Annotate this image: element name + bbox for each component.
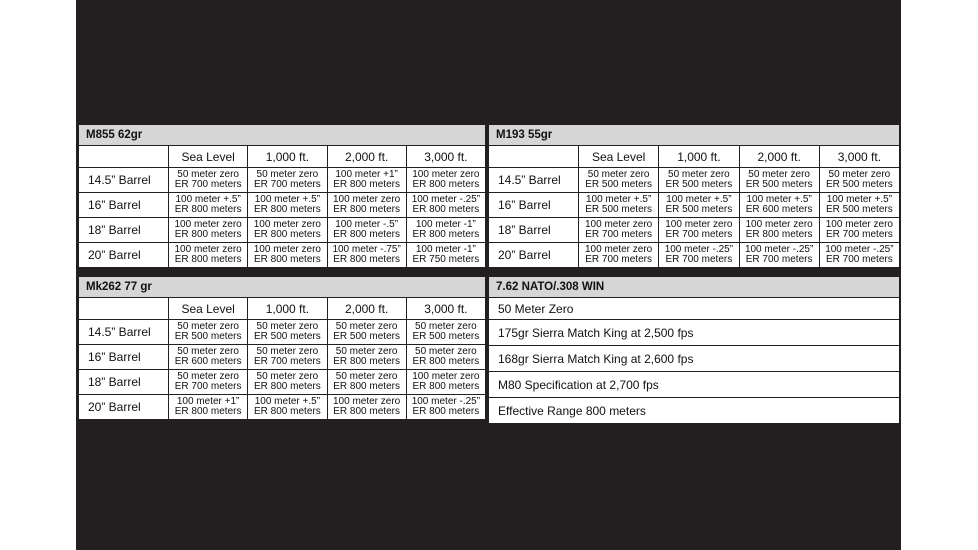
- data-cell: 100 meter +.5” ER 500 meters: [579, 193, 659, 218]
- mk262-panel: [78, 276, 486, 420]
- data-cell: 50 meter zero ER 500 meters: [248, 320, 327, 345]
- empty-corner-cell: [79, 146, 169, 168]
- data-cell: 100 meter zero ER 800 meters: [327, 193, 406, 218]
- nato-line: Effective Range 800 meters: [489, 398, 900, 424]
- data-cell: 50 meter zero ER 500 meters: [327, 320, 406, 345]
- row-label: 16” Barrel: [79, 345, 169, 370]
- data-cell: 50 meter zero ER 500 meters: [169, 320, 248, 345]
- nato-line: 168gr Sierra Match King at 2,600 fps: [489, 346, 900, 372]
- column-header: 1,000 ft.: [248, 146, 327, 168]
- column-header: 3,000 ft.: [819, 146, 899, 168]
- empty-corner-cell: [79, 298, 169, 320]
- column-header: 1,000 ft.: [248, 298, 327, 320]
- data-cell: 100 meter +.5” ER 800 meters: [169, 193, 248, 218]
- table-row: [79, 395, 486, 420]
- column-header: 3,000 ft.: [406, 298, 485, 320]
- dark-background: [76, 0, 901, 550]
- table-row: [489, 168, 900, 193]
- data-cell: 100 meter -.25” ER 700 meters: [819, 243, 899, 268]
- column-header: 1,000 ft.: [659, 146, 739, 168]
- data-cell: 100 meter zero ER 800 meters: [248, 243, 327, 268]
- row-label: 18” Barrel: [79, 370, 169, 395]
- nato-table: [488, 276, 900, 424]
- m193-table: [488, 124, 900, 268]
- row-label: 18” Barrel: [79, 218, 169, 243]
- nato-panel: [488, 276, 900, 424]
- data-cell: 100 meter zero ER 800 meters: [406, 168, 485, 193]
- nato-line: 50 Meter Zero: [489, 298, 900, 320]
- mk262-title: Mk262 77 gr: [79, 277, 486, 298]
- data-cell: 100 meter +1” ER 800 meters: [327, 168, 406, 193]
- row-label: 20” Barrel: [489, 243, 579, 268]
- data-cell: 50 meter zero ER 800 meters: [327, 370, 406, 395]
- mk262-table: [78, 276, 486, 420]
- data-cell: 100 meter +.5” ER 800 meters: [248, 395, 327, 420]
- data-cell: 50 meter zero ER 800 meters: [327, 345, 406, 370]
- nato-line: 175gr Sierra Match King at 2,500 fps: [489, 320, 900, 346]
- data-cell: 100 meter +.5” ER 500 meters: [659, 193, 739, 218]
- data-cell: 100 meter +1” ER 800 meters: [169, 395, 248, 420]
- nato-title: 7.62 NATO/.308 WIN: [489, 277, 900, 298]
- m193-panel: [488, 124, 900, 268]
- data-cell: 100 meter zero ER 800 meters: [406, 370, 485, 395]
- table-row: [79, 218, 486, 243]
- data-cell: 50 meter zero ER 700 meters: [169, 370, 248, 395]
- row-label: 20” Barrel: [79, 243, 169, 268]
- data-cell: 50 meter zero ER 500 meters: [659, 168, 739, 193]
- data-cell: 50 meter zero ER 500 meters: [406, 320, 485, 345]
- data-cell: 50 meter zero ER 700 meters: [248, 168, 327, 193]
- table-row: [79, 320, 486, 345]
- column-header: 2,000 ft.: [327, 298, 406, 320]
- data-cell: 50 meter zero ER 700 meters: [169, 168, 248, 193]
- data-cell: 100 meter +.5” ER 600 meters: [739, 193, 819, 218]
- data-cell: 100 meter -.25” ER 700 meters: [659, 243, 739, 268]
- data-cell: 100 meter +.5” ER 500 meters: [819, 193, 899, 218]
- data-cell: 50 meter zero ER 700 meters: [248, 345, 327, 370]
- row-label: 14.5” Barrel: [489, 168, 579, 193]
- table-row: [79, 168, 486, 193]
- row-label: 14.5” Barrel: [79, 168, 169, 193]
- data-cell: 100 meter -1” ER 800 meters: [406, 218, 485, 243]
- m855-title: M855 62gr: [79, 125, 486, 146]
- table-row: [79, 345, 486, 370]
- column-header: 2,000 ft.: [327, 146, 406, 168]
- data-cell: 100 meter zero ER 800 meters: [327, 395, 406, 420]
- data-cell: 100 meter zero ER 800 meters: [248, 218, 327, 243]
- data-cell: 100 meter zero ER 800 meters: [739, 218, 819, 243]
- data-cell: 50 meter zero ER 800 meters: [406, 345, 485, 370]
- m855-table: [78, 124, 486, 268]
- row-label: 14.5” Barrel: [79, 320, 169, 345]
- m855-header-row: [79, 146, 486, 168]
- mk262-header-row: [79, 298, 486, 320]
- m855-panel: [78, 124, 486, 268]
- row-label: 16” Barrel: [79, 193, 169, 218]
- table-row: [489, 193, 900, 218]
- column-header: Sea Level: [169, 298, 248, 320]
- column-header: Sea Level: [169, 146, 248, 168]
- data-cell: 50 meter zero ER 500 meters: [819, 168, 899, 193]
- data-cell: 100 meter -1” ER 750 meters: [406, 243, 485, 268]
- table-row: [489, 218, 900, 243]
- table-row: [79, 193, 486, 218]
- data-cell: 50 meter zero ER 500 meters: [739, 168, 819, 193]
- table-row: [79, 243, 486, 268]
- row-label: 16” Barrel: [489, 193, 579, 218]
- table-row: [489, 243, 900, 268]
- data-cell: 100 meter zero ER 700 meters: [659, 218, 739, 243]
- data-cell: 100 meter zero ER 700 meters: [579, 218, 659, 243]
- row-label: 20” Barrel: [79, 395, 169, 420]
- m193-title: M193 55gr: [489, 125, 900, 146]
- data-cell: 100 meter -.25” ER 700 meters: [739, 243, 819, 268]
- data-cell: 100 meter -.25” ER 800 meters: [406, 395, 485, 420]
- data-cell: 100 meter -.5” ER 800 meters: [327, 218, 406, 243]
- data-cell: 50 meter zero ER 600 meters: [169, 345, 248, 370]
- data-cell: 100 meter -.25” ER 800 meters: [406, 193, 485, 218]
- column-header: 2,000 ft.: [739, 146, 819, 168]
- nato-line: M80 Specification at 2,700 fps: [489, 372, 900, 398]
- column-header: 3,000 ft.: [406, 146, 485, 168]
- data-cell: 100 meter -.75” ER 800 meters: [327, 243, 406, 268]
- data-cell: 50 meter zero ER 800 meters: [248, 370, 327, 395]
- data-cell: 100 meter zero ER 800 meters: [169, 218, 248, 243]
- data-cell: 50 meter zero ER 500 meters: [579, 168, 659, 193]
- data-cell: 100 meter zero ER 700 meters: [579, 243, 659, 268]
- row-label: 18” Barrel: [489, 218, 579, 243]
- data-cell: 100 meter zero ER 700 meters: [819, 218, 899, 243]
- table-row: [79, 370, 486, 395]
- m193-header-row: [489, 146, 900, 168]
- column-header: Sea Level: [579, 146, 659, 168]
- empty-corner-cell: [489, 146, 579, 168]
- data-cell: 100 meter +.5” ER 800 meters: [248, 193, 327, 218]
- data-cell: 100 meter zero ER 800 meters: [169, 243, 248, 268]
